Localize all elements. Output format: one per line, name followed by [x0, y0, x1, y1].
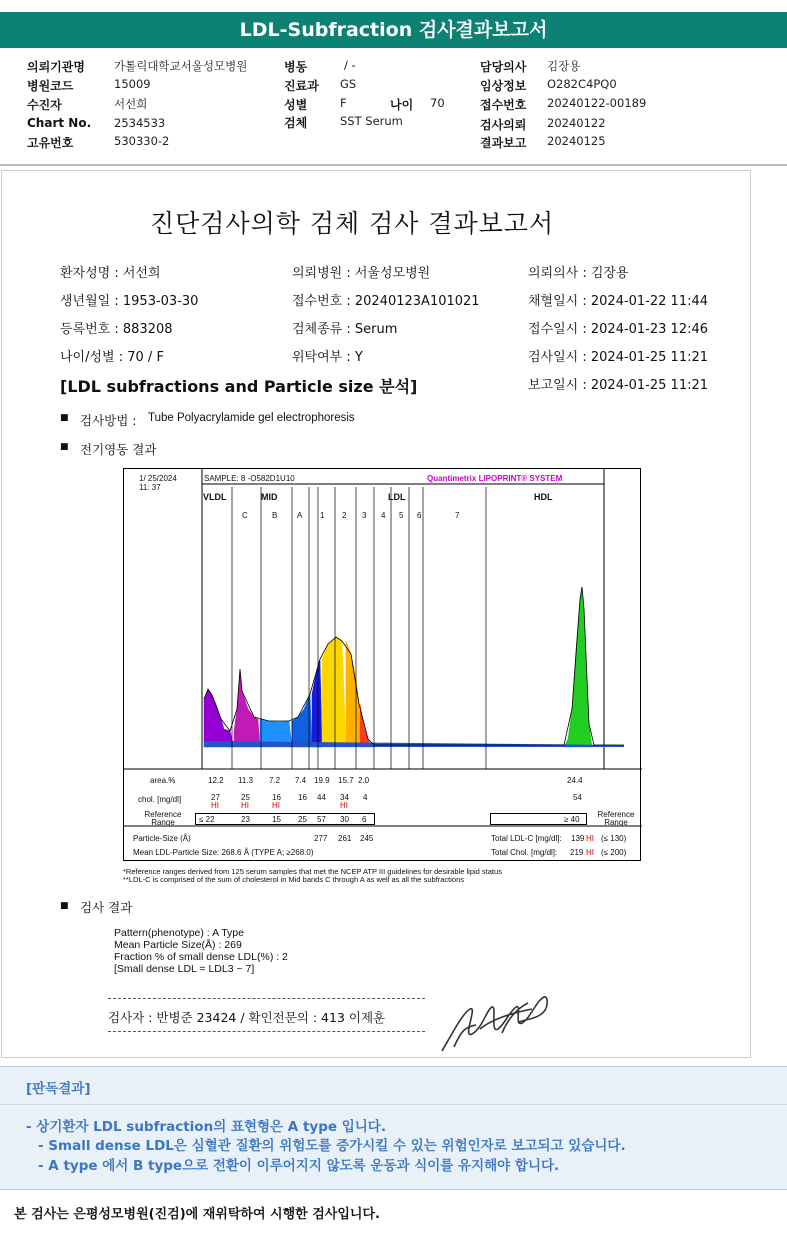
total-chol-value: 219: [570, 848, 584, 857]
age-value: 70: [430, 96, 445, 110]
patient-value: 서선희: [114, 97, 148, 111]
inst-label: 의뢰기관명: [27, 60, 85, 74]
chartno-label: Chart No.: [27, 116, 92, 130]
clinical-value: O282C4PQ0: [547, 77, 617, 91]
age-label: 나이: [390, 98, 414, 112]
total-chol-hi: HI: [586, 848, 594, 857]
hi-flag: HI: [272, 801, 280, 810]
report-date-label: 결과보고: [480, 136, 527, 150]
report-datetime: 보고일시 : 2024-01-25 11:21: [528, 378, 709, 393]
hdl-area-value: 24.4: [567, 776, 583, 785]
particle-size: 261: [338, 834, 352, 843]
specimen-value: SST Serum: [340, 114, 403, 128]
row1-col2: 의뢰병원 : 서울성모병원: [292, 266, 431, 281]
footnote-2: **LDL-C is comprised of the sum of cholesterol in Mid bands C through A as well as all the subfractions: [123, 875, 465, 884]
total-chol-ref: (≤ 200): [601, 848, 627, 857]
ref-value: 15: [272, 815, 281, 824]
chol-row-label: chol. [mg/dl]: [138, 795, 182, 804]
row4-col2: 위탁여부 : Y: [292, 350, 363, 365]
uid-value: 530330-2: [114, 134, 170, 148]
band-label: 3: [362, 511, 367, 520]
curve-segment: [322, 637, 346, 747]
footnote-1: *Reference ranges derived from 125 serum samples that met the NCEP ATP III guidelines for desirable lipid status: [123, 867, 502, 876]
row1-col1: 환자성명 : 서선희: [60, 266, 161, 281]
result-fraction: Fraction % of small dense LDL(%) : 2: [114, 951, 288, 963]
row3-col3: 접수일시 : 2024-01-23 12:46: [528, 322, 709, 337]
area-value: 15.7: [338, 776, 354, 785]
interpretation-line: - Small dense LDL은 심혈관 질환의 위험도를 증가시킬 수 있는 위험인자로 보고되고 있습니다.: [38, 1138, 626, 1154]
divider: [108, 1031, 425, 1032]
area-row-label: area.%: [150, 776, 176, 785]
result-pattern: Pattern(phenotype) : A Type: [114, 927, 244, 939]
report-title-bar: LDL-Subfraction 검사결과보고서: [0, 12, 787, 48]
group-label-hdl: HDL: [534, 492, 553, 502]
ref-value: 57: [317, 815, 326, 824]
curve-segment: [346, 641, 360, 747]
curve-segment: [360, 704, 374, 747]
ref-value: 25: [298, 815, 307, 824]
row4-col3: 검사일시 : 2024-01-25 11:21: [528, 350, 709, 365]
band-label: 4: [381, 511, 386, 520]
ward-label: 병동: [284, 60, 308, 74]
chart-plot: [124, 469, 642, 862]
band-label: 1: [320, 511, 325, 520]
hi-flag: HI: [211, 801, 219, 810]
method-label: 검사방법 :: [80, 413, 137, 428]
result-note: [Small dense LDL = LDL3 ~ 7]: [114, 963, 255, 975]
area-value: 11.3: [238, 776, 253, 785]
hi-flag: HI: [340, 801, 348, 810]
request-label: 검사의뢰: [480, 118, 527, 132]
receipt-value: 20240122-00189: [547, 96, 647, 110]
doctor-value: 김장용: [547, 59, 581, 73]
ref-row-label-right: Reference Range: [597, 810, 635, 827]
band-label: 6: [417, 511, 422, 520]
band-label: 2: [342, 511, 347, 520]
sex-label: 성별: [284, 98, 308, 112]
chol-value: 34: [340, 793, 349, 802]
report-date-value: 20240125: [547, 134, 606, 148]
hdl-chol-value: 54: [573, 793, 582, 802]
hcode-label: 병원코드: [27, 79, 74, 93]
chol-value: 27: [211, 793, 220, 802]
request-value: 20240122: [547, 116, 606, 130]
baseline-band: [204, 741, 624, 747]
total-ldl-value: 139: [571, 834, 585, 843]
hdl-ref-value: ≥ 40: [564, 815, 580, 824]
bullet-icon: ■: [60, 442, 69, 452]
total-ldl-ref: (≤ 130): [601, 834, 627, 843]
divider: [108, 998, 425, 999]
row1-col3: 의뢰의사 : 김장용: [528, 266, 629, 281]
chol-value: 16: [272, 793, 281, 802]
group-label-ldl: LDL: [388, 492, 406, 502]
result-heading: 검사 결과: [80, 900, 133, 915]
row3-col1: 등록번호 : 883208: [60, 322, 173, 337]
interpretation-line: - A type 에서 B type으로 전환이 이루어지지 않도록 운동과 식이를 유지해야 합니다.: [38, 1158, 560, 1174]
chart-sample: SAMPLE: 8 -O582D1U10: [204, 474, 295, 483]
row3-col2: 검체종류 : Serum: [292, 322, 398, 337]
chart-time: 11: 37: [139, 483, 161, 492]
interpretation-panel: [0, 1066, 787, 1190]
dept-label: 진료과: [284, 79, 319, 93]
order-info-panel: [0, 48, 787, 166]
row2-col3: 채혈일시 : 2024-01-22 11:44: [528, 294, 709, 309]
interpretation-line: - 상기환자 LDL subfraction의 표현형은 A type 입니다.: [26, 1119, 386, 1135]
signature-image: [432, 989, 572, 1059]
total-ldl-hi: HI: [586, 834, 594, 843]
total-chol-label: Total Chol. [mg/dl]:: [491, 848, 558, 857]
hcode-value: 15009: [114, 77, 151, 91]
area-value: 7.4: [295, 776, 307, 785]
lab-report-document: [1, 170, 751, 1058]
curve-segment: [564, 587, 592, 747]
bullet-icon: ■: [60, 901, 69, 911]
area-value: 12.2: [208, 776, 224, 785]
ward-value: / -: [344, 58, 356, 72]
hi-flag: HI: [241, 801, 249, 810]
doctor-label: 담당의사: [480, 60, 527, 74]
mean-particle-size: Mean LDL-Particle Size: 268.6 Å (TYPE A; ≥268.0): [133, 848, 314, 857]
sex-value: F: [340, 96, 347, 110]
chartno-value: 2534533: [114, 116, 166, 130]
particle-size: 245: [360, 834, 374, 843]
row2-col1: 생년월일 : 1953-03-30: [60, 294, 199, 309]
divider: [0, 1104, 787, 1105]
curve-segment: [204, 689, 234, 747]
ref-value: ≤ 22: [199, 815, 215, 824]
band-label: C: [242, 511, 248, 520]
electrophoresis-heading: 전기영동 결과: [80, 442, 157, 457]
band-label: B: [272, 511, 278, 520]
dept-value: GS: [340, 77, 357, 91]
examiner-line: 검사자 : 반병준 23424 / 확인전문의 : 413 이제훈: [108, 1010, 386, 1025]
total-ldl-label: Total LDL-C [mg/dl]:: [491, 834, 562, 843]
row2-col2: 접수번호 : 20240123A101021: [292, 294, 480, 309]
area-value: 7.2: [269, 776, 281, 785]
group-label-mid: MID: [261, 492, 278, 502]
chol-value: 4: [363, 793, 368, 802]
area-value: 2.0: [358, 776, 370, 785]
particle-size-label: Particle-Size (Å): [133, 834, 191, 843]
ref-value: 6: [362, 815, 367, 824]
uid-label: 고유번호: [27, 136, 74, 150]
receipt-label: 접수번호: [480, 98, 527, 112]
band-label: A: [297, 511, 303, 520]
ref-value: 23: [241, 815, 250, 824]
ref-value: 30: [340, 815, 349, 824]
inst-value: 가톨릭대학교서울성모병원: [114, 59, 248, 73]
chol-value: 44: [317, 793, 326, 802]
result-mean-size: Mean Particle Size(Å) : 269: [114, 939, 242, 951]
footer-note: 본 검사는 은평성모병원(진검)에 재위탁하여 시행한 검사입니다.: [14, 1207, 380, 1222]
area-value: 19.9: [314, 776, 330, 785]
curve-segment: [312, 659, 322, 747]
specimen-label: 검체: [284, 116, 308, 130]
chol-value: 25: [241, 793, 250, 802]
chol-value: 16: [298, 793, 307, 802]
patient-label: 수진자: [27, 98, 62, 112]
particle-size: 277: [314, 834, 328, 843]
chart-system-title: Quantimetrix LIPOPRINT® SYSTEM: [427, 474, 563, 483]
clinical-label: 임상정보: [480, 79, 527, 93]
curve-segment: [234, 669, 260, 747]
ref-row-label: Reference Range: [144, 810, 182, 827]
row4-col1: 나이/성별 : 70 / F: [60, 350, 164, 365]
bullet-icon: ■: [60, 413, 69, 423]
method-value: Tube Polyacrylamide gel electrophoresis: [148, 412, 355, 424]
band-label: 5: [399, 511, 404, 520]
document-title: 진단검사의학 검체 검사 결과보고서: [150, 209, 555, 238]
interpretation-title: [판독결과]: [26, 1081, 91, 1097]
group-label-vldl: VLDL: [203, 492, 227, 502]
electrophoresis-chart: [123, 468, 641, 861]
band-label: 7: [455, 511, 460, 520]
analysis-subtitle: [LDL subfractions and Particle size 분석]: [60, 377, 418, 396]
chart-date: 1/ 25/2024: [139, 474, 177, 483]
